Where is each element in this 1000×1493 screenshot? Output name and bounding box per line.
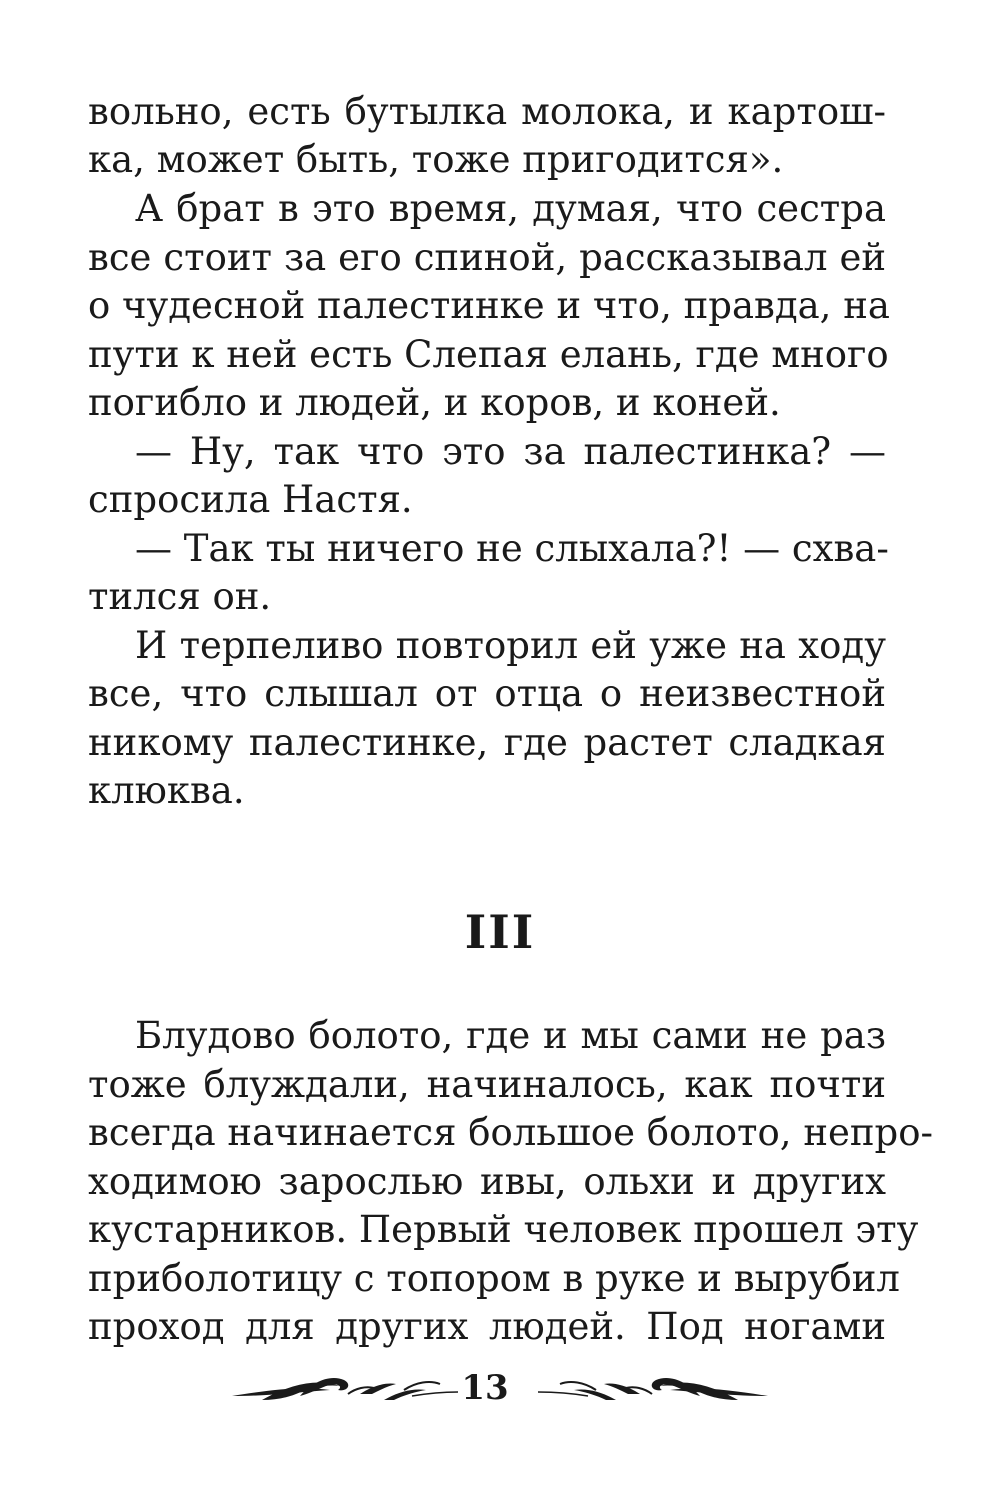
text-line: вольно, есть бутылка молока, и картош- (88, 90, 886, 133)
text-line: погибло и людей, и коров, и коней. (88, 381, 781, 424)
text-line: все, что слышал от отца о неизвестной (88, 672, 886, 715)
text-line: пути к ней есть Слепая елань, где много (88, 333, 889, 376)
text-line: никому палестинке, где растет сладкая (88, 721, 886, 764)
text-line: И терпеливо повторил ей уже на ходу (135, 624, 886, 667)
text-line: кустарников. Первый человек прошел эту (88, 1208, 919, 1251)
text-line: спросила Настя. (88, 478, 413, 521)
text-line: ка, может быть, тоже пригодится». (88, 138, 784, 181)
text-line: тился он. (88, 575, 272, 618)
text-line: ходимою зарослью ивы, ольхи и других (88, 1160, 886, 1203)
text-line: проход для других людей. Под ногами (88, 1305, 886, 1348)
text-line: все стоит за его спиной, рассказывал ей (88, 236, 886, 279)
text-line: о чудесной палестинке и что, правда, на (88, 284, 890, 327)
text-line: — Ну, так что это за палестинка? — (135, 430, 886, 473)
chapter-heading: III (464, 905, 536, 959)
page-footer (0, 1360, 1000, 1416)
page-number: 13 (461, 1368, 509, 1408)
text-line: клюква. (88, 769, 245, 812)
text-line: — Так ты ничего не слыхала?! — схва- (135, 527, 889, 570)
text-line: Блудово болото, где и мы сами не раз (135, 1014, 886, 1057)
text-line: А брат в это время, думая, что сестра (135, 187, 886, 230)
text-line: тоже блуждали, начиналось, как почти (88, 1063, 886, 1106)
text-line: всегда начинается большое болото, непро- (88, 1111, 934, 1154)
text-line: приболотицу с топором в руке и вырубил (88, 1257, 900, 1300)
